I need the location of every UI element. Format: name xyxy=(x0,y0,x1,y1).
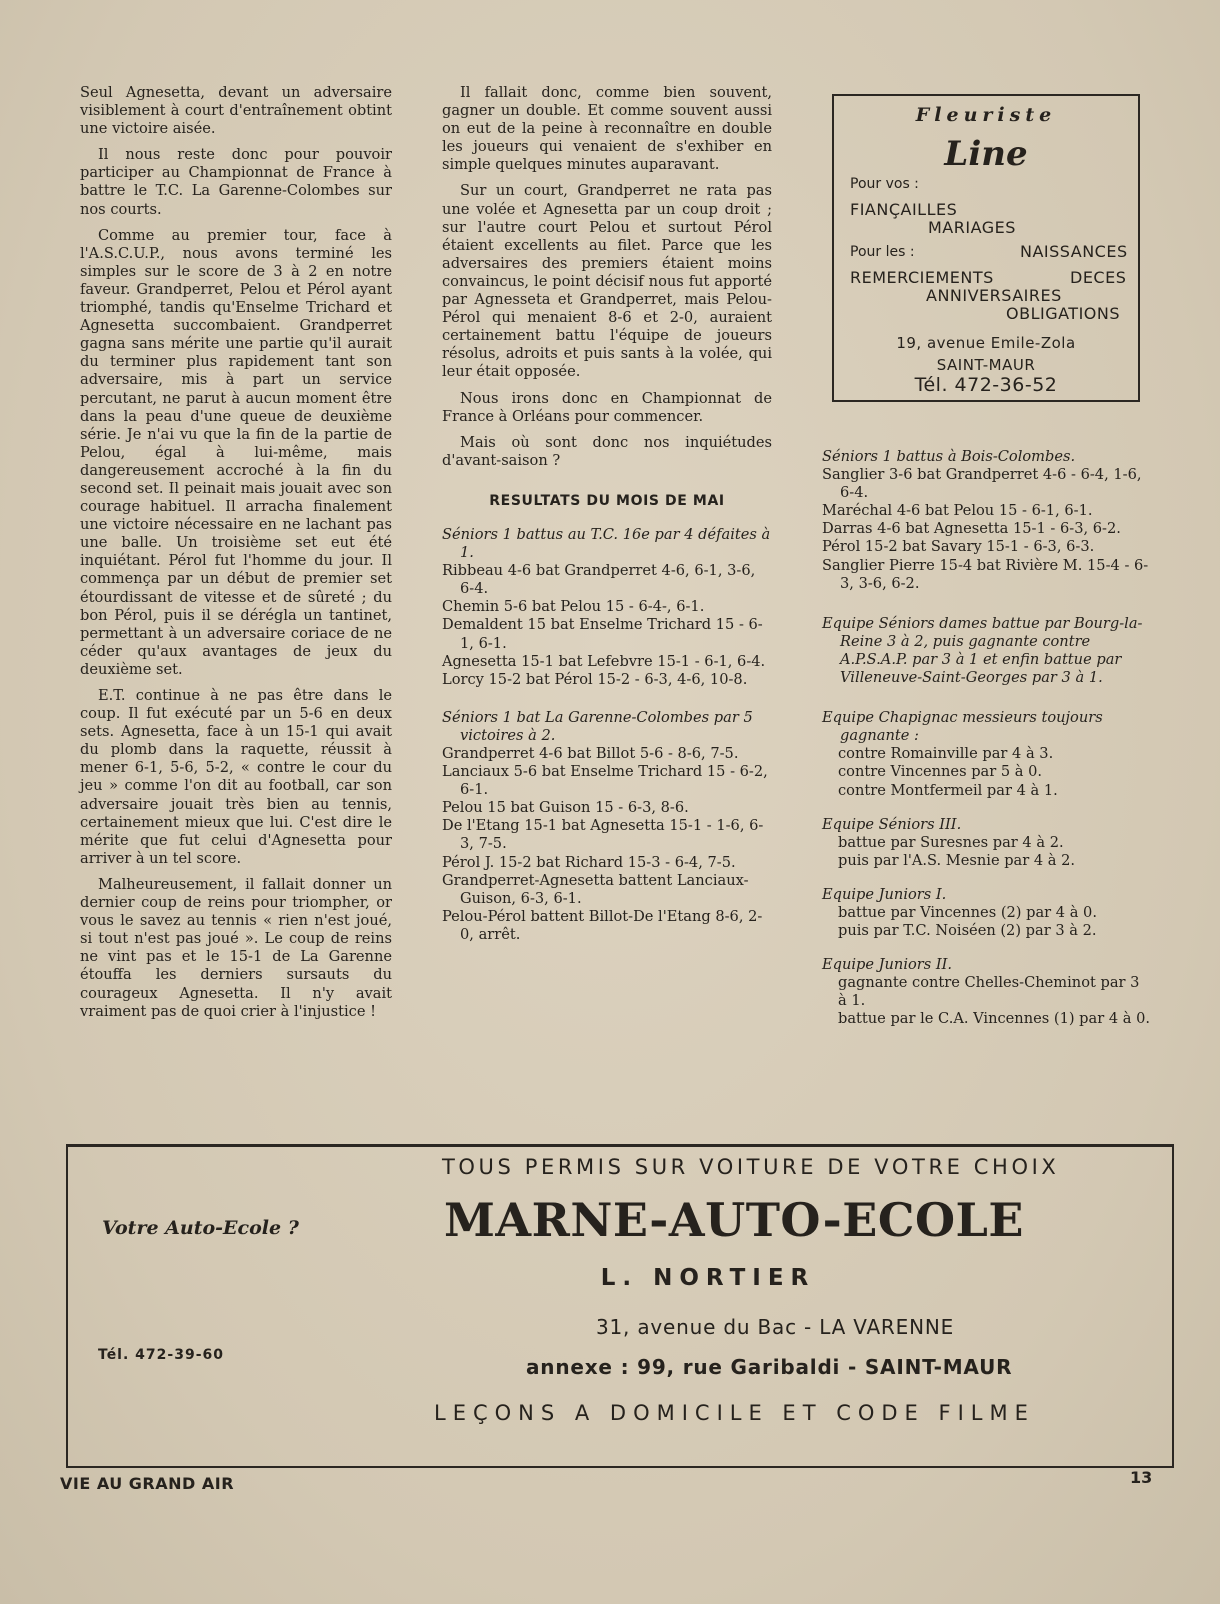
anniversaires-label: ANNIVERSAIRES xyxy=(926,286,1062,305)
fiancailles-label: FIANÇAILLES xyxy=(850,200,958,219)
results-group-title: Séniors 1 bat La Garenne-Colombes par 5 victoires à 2. xyxy=(442,708,753,744)
florist-city: SAINT-MAUR xyxy=(936,356,1036,374)
article-column-3 xyxy=(822,448,1152,1043)
result-line: battue par Suresnes par 4 à 2. xyxy=(838,833,1064,851)
results-group xyxy=(822,615,1152,687)
result-line: battue par Vincennes (2) par 4 à 0. xyxy=(838,903,1097,921)
paragraph: E.T. continue à ne pas être dans le coup. Il fut exécuté par un 5-6 en deux sets. Agnesetta, face à un 15-1 qui avait du plomb dans la raquette, réussit à mener 6-1, 5-6, 5-2, « contre le cour du jeu » comme l'on dit au football, car son adversaire jouait très bien au tennis, certainement mieux que lui. C'est dire le mérite que fut celui d'Agnesetta pour arriver à un tel score. xyxy=(80,687,392,867)
auto-ecole-address: 31, avenue du Bac - LA VARENNE xyxy=(596,1315,955,1339)
result-line: contre Romainville par 4 à 3. xyxy=(838,745,1054,763)
pour-les-label: Pour les : xyxy=(850,244,915,260)
article-column-1 xyxy=(80,84,392,1029)
results-heading: RESULTATS DU MOIS DE MAI xyxy=(489,492,725,509)
result-line: Grandperret 4-6 bat Billot 5-6 - 8-6, 7-5. xyxy=(442,745,739,762)
result-line: Pelou 15 bat Guison 15 - 6-3, 8-6. xyxy=(442,799,689,817)
paragraph: Malheureusement, il fallait donner un dernier coup de reins pour triompher, or vous le savez au tennis « rien n'est joué, si tout n'est pas joué ». Le coup de reins ne vint pas et le 15-1 de La Garenne étouffa les derniers sursauts du courageux Agnesetta. Il n'y avait vraiment pas de quoi crier à l'injustice ! xyxy=(80,875,392,1020)
paragraph: Il fallait donc, comme bien souvent, gagner un double. Et comme souvent aussi on eut de la peine à reconnaître en double les joueurs qui venaient de s'exhiber en simple quelques minutes auparavant. xyxy=(442,84,772,174)
result-line: De l'Etang 15-1 bat Agnesetta 15-1 - 1-6, 6-3, 7-5. xyxy=(442,817,764,853)
paragraph: Sur un court, Grandperret ne rata pas une volée et Agnesetta par un coup droit ; sur l'autre court Pelou et surtout Pérol étaient excellents au filet. Parce que les adversaires des premiers étaient moins convaincus, le point décisif nous fut apporté par Agnesseta et Grandperret, mais Pelou-Pérol qui menaient 8-6 et 2-0, auraient certainement battu l'équipe de joueurs résolus, adroits et puis sants à la volée, qui leur était opposée. xyxy=(442,182,772,381)
results-group-title: Séniors 1 battus à Bois-Colombes. xyxy=(822,448,1076,465)
article-column-2 xyxy=(442,84,772,958)
page-number: 13 xyxy=(1130,1468,1153,1487)
results-group xyxy=(822,956,1152,1028)
results-group xyxy=(442,709,772,944)
result-line: Chemin 5-6 bat Pelou 15 - 6-4-, 6-1. xyxy=(442,598,705,616)
deces-label: DECES xyxy=(1070,268,1127,287)
auto-ecole-tagline: TOUS PERMIS SUR VOITURE DE VOTRE CHOIX xyxy=(442,1155,1060,1179)
result-line: Sanglier Pierre 15-4 bat Rivière M. 15-4 - 6-3, 3-6, 6-2. xyxy=(822,556,1149,592)
results-group-title: Séniors 1 battus au T.C. 16e par 4 défaites à 1. xyxy=(442,525,771,562)
result-line: puis par l'A.S. Mesnie par 4 à 2. xyxy=(838,851,1076,869)
result-line: battue par le C.A. Vincennes (1) par 4 à 0. xyxy=(838,1010,1151,1028)
paragraph: Mais où sont donc nos inquiétudes d'avant-saison ? xyxy=(442,433,772,469)
results-group-title: Equipe Juniors I. xyxy=(822,885,947,903)
result-line: gagnante contre Chelles-Cheminot par 3 à 1. xyxy=(838,974,1140,1010)
result-line: puis par T.C. Noiséen (2) par 3 à 2. xyxy=(838,922,1097,940)
results-group-title: Equipe Juniors II. xyxy=(822,956,953,974)
auto-ecole-phone: Tél. 472-39-60 xyxy=(98,1347,224,1363)
auto-ecole-advertisement xyxy=(66,1144,1174,1468)
result-line: Lorcy 15-2 bat Pérol 15-2 - 6-3, 4-6, 10-8. xyxy=(442,670,748,688)
results-group xyxy=(822,816,1152,870)
auto-ecole-name: MARNE-AUTO-ECOLE xyxy=(444,1193,1024,1247)
florist-advertisement xyxy=(832,94,1140,402)
florist-heading: Fleuriste xyxy=(915,104,1057,126)
results-group-title: Equipe Séniors dames battue par Bourg-la-Reine 3 à 2, puis gagnante contre A.P.S.A.P. par 3 à 1 et enfin battue par Villeneuve-Saint-Georges par 3 à 1. xyxy=(822,614,1143,687)
paragraph: Seul Agnesetta, devant un adversaire visiblement à court d'entraînement obtint une victoire aisée. xyxy=(80,84,392,138)
result-line: Pérol 15-2 bat Savary 15-1 - 6-3, 6-3. xyxy=(822,538,1095,556)
obligations-label: OBLIGATIONS xyxy=(1006,304,1121,323)
results-group-title: Equipe Séniors III. xyxy=(822,815,962,833)
result-line: contre Vincennes par 5 à 0. xyxy=(838,763,1043,781)
pour-vos-label: Pour vos : xyxy=(850,176,919,192)
magazine-title: VIE AU GRAND AIR xyxy=(60,1474,235,1493)
results-group xyxy=(822,709,1152,799)
result-line: Maréchal 4-6 bat Pelou 15 - 6-1, 6-1. xyxy=(822,502,1093,520)
result-line: contre Montfermeil par 4 à 1. xyxy=(838,781,1058,799)
mariages-label: MARIAGES xyxy=(928,218,1016,237)
result-line: Pelou-Pérol battent Billot-De l'Etang 8-6, 2-0, arrêt. xyxy=(442,907,763,943)
result-line: Demaldent 15 bat Enselme Trichard 15 - 6-1, 6-1. xyxy=(442,616,763,652)
results-group xyxy=(442,526,772,689)
result-line: Ribbeau 4-6 bat Grandperret 4-6, 6-1, 3-6, 6-4. xyxy=(442,562,756,598)
results-group xyxy=(822,886,1152,940)
result-line: Lanciaux 5-6 bat Enselme Trichard 15 - 6-2, 6-1. xyxy=(442,763,768,799)
florist-phone: Tél. 472-36-52 xyxy=(914,374,1058,396)
auto-ecole-owner: L. NORTIER xyxy=(600,1265,816,1291)
paragraph: Comme au premier tour, face à l'A.S.C.U.P., nous avons terminé les simples sur le score de 3 à 2 en notre faveur. Grandperret, Pelou et Pérol ayant triomphé, tandis qu'Enselme Trichard et Agnesetta succombaient. Grandperret gagna sans mérite une partie qu'il aurait du terminer plus rapidement tant son adversaire, mis à part un service percutant, ne parut à aucun moment être dans la peau d'une queue de deuxième série. Je n'ai vu que la fin de la partie de Pelou, égal à lui-même, mais dangereusement accroché à la fin du second set. Il peinait mais jouait avec son courage habituel. Il arracha finalement une victoire nécessaire en ne lachant pas une balle. Un troisième set eut été inquiétant. Pérol fut l'homme du jour. Il commença par un début de premier set étourdissant de vitesse et de sûreté ; du bon Pérol, puis il se dérégla un tantinet, permettant à un adversaire coriace de ne céder qu'aux avantages de jeux du deuxième set. xyxy=(80,226,392,678)
result-line: Agnesetta 15-1 bat Lefebvre 15-1 - 6-1, 6-4. xyxy=(442,652,766,670)
result-line: Darras 4-6 bat Agnesetta 15-1 - 6-3, 6-2. xyxy=(822,520,1121,538)
result-line: Grandperret-Agnesetta battent Lanciaux-Guison, 6-3, 6-1. xyxy=(442,871,749,907)
paragraph: Nous irons donc en Championnat de France à Orléans pour commencer. xyxy=(442,389,772,425)
auto-ecole-footer: LEÇONS A DOMICILE ET CODE FILME xyxy=(434,1401,1035,1425)
result-line: Sanglier 3-6 bat Grandperret 4-6 - 6-4, 1-6, 6-4. xyxy=(822,466,1142,502)
results-group-title: Equipe Chapignac messieurs toujours gagnante : xyxy=(822,709,1103,745)
auto-ecole-annex: annexe : 99, rue Garibaldi - SAINT-MAUR xyxy=(526,1355,1013,1379)
remerciements-label: REMERCIEMENTS xyxy=(850,268,994,287)
paragraph: Il nous reste donc pour pouvoir participer au Championnat de France à battre le T.C. La Garenne-Colombes sur nos courts. xyxy=(80,146,392,218)
florist-address: 19, avenue Emile-Zola xyxy=(896,334,1076,352)
florist-name: Line xyxy=(944,134,1028,174)
result-line: Pérol J. 15-2 bat Richard 15-3 - 6-4, 7-5. xyxy=(442,853,736,871)
auto-ecole-question: Votre Auto-Ecole ? xyxy=(102,1217,299,1239)
results-group xyxy=(822,448,1152,593)
naissances-label: NAISSANCES xyxy=(1020,242,1128,261)
